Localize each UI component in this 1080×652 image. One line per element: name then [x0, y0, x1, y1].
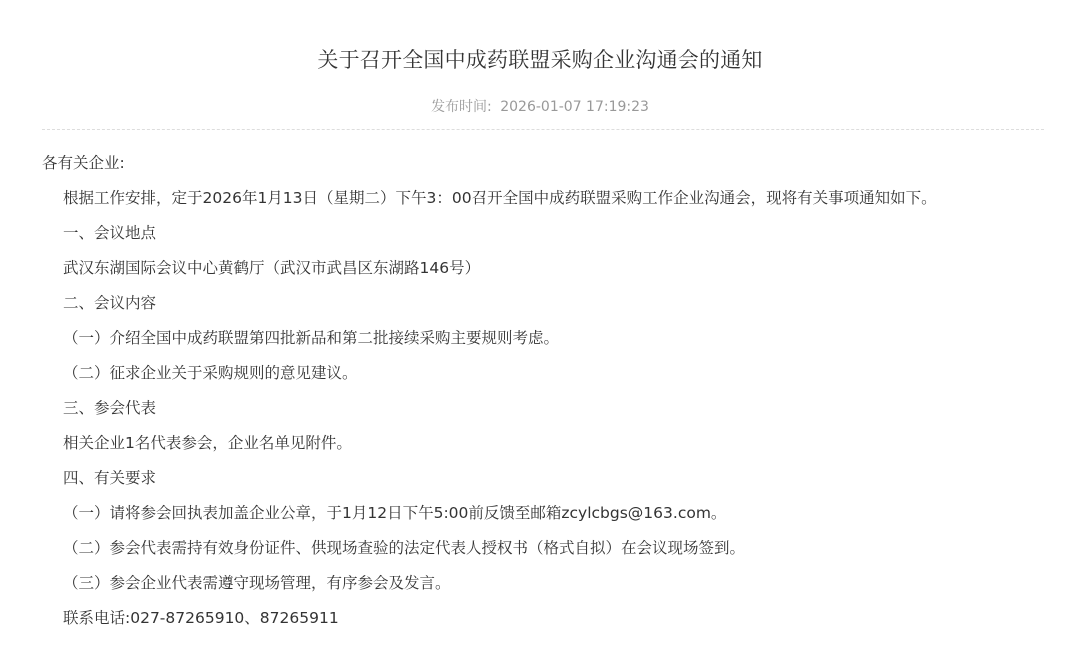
- intro-paragraph: 根据工作安排，定于2026年1月13日（星期二）下午3：00召开全国中成药联盟采购工作企业沟通会，现将有关事项通知如下。: [63, 189, 937, 207]
- section-heading-attendees: 三、参会代表: [63, 399, 157, 417]
- publish-time-label: 发布时间:: [431, 99, 492, 115]
- content-item-1: （一）介绍全国中成药联盟第四批新品和第二批接续采购主要规则考虑。: [63, 329, 560, 347]
- page-title: 关于召开全国中成药联盟采购企业沟通会的通知: [317, 48, 763, 72]
- requirement-item-3: （三）参会企业代表需遵守现场管理，有序参会及发言。: [63, 574, 451, 592]
- contact-phone: 联系电话:027-87265910、87265911: [63, 609, 339, 627]
- section-heading-venue: 一、会议地点: [63, 224, 157, 242]
- publish-info: [0, 96, 1080, 116]
- requirement-item-2: （二）参会代表需持有效身份证件、供现场查验的法定代表人授权书（格式自拟）在会议现场签到。: [63, 539, 746, 557]
- section-heading-requirements: 四、有关要求: [63, 469, 157, 487]
- section-heading-content: 二、会议内容: [63, 294, 157, 312]
- article-body: [42, 150, 1042, 640]
- title-divider: [42, 129, 1044, 130]
- salutation: 各有关企业:: [42, 154, 125, 172]
- venue-address: 武汉东湖国际会议中心黄鹤厅（武汉市武昌区东湖路146号）: [63, 259, 481, 277]
- requirement-item-1: （一）请将参会回执表加盖企业公章，于1月12日下午5:00前反馈至邮箱zcylcbgs@163.com。: [63, 504, 727, 522]
- publish-time: 2026-01-07 17:19:23: [500, 99, 649, 115]
- attendees-text: 相关企业1名代表参会，企业名单见附件。: [63, 434, 352, 452]
- content-item-2: （二）征求企业关于采购规则的意见建议。: [63, 364, 358, 382]
